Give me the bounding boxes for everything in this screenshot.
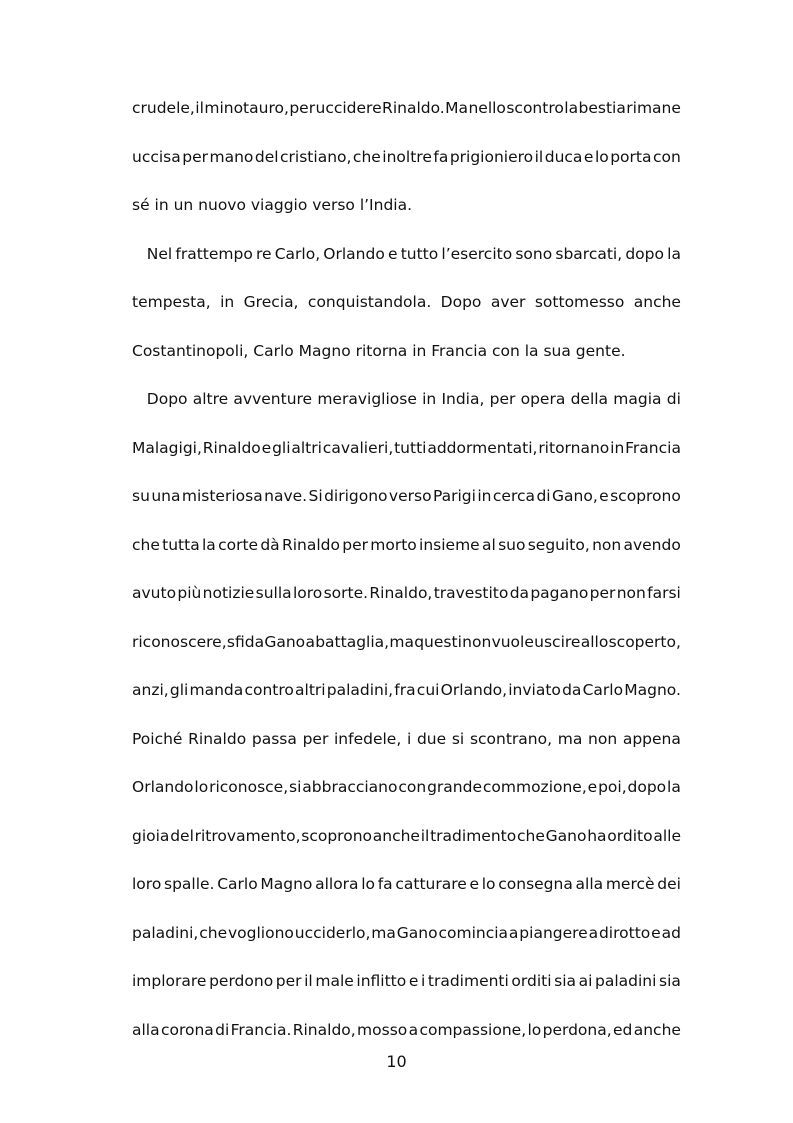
text-line — [132, 618, 681, 667]
word: che — [132, 535, 160, 554]
word: pagano — [530, 584, 589, 602]
word: passa — [251, 729, 297, 748]
word: Rinaldo, — [369, 584, 433, 602]
text-line — [132, 327, 681, 376]
word: Francia — [625, 438, 681, 457]
word: implorare — [132, 972, 207, 990]
word: del — [254, 147, 279, 166]
text-line — [132, 569, 681, 618]
word: altri — [291, 438, 322, 457]
word: bestia — [578, 99, 626, 117]
word: magia — [613, 390, 662, 408]
word: di — [666, 390, 681, 408]
word: aver — [490, 293, 526, 311]
word: Orlando — [132, 778, 194, 796]
word: allora — [315, 875, 359, 893]
word: allo — [580, 632, 609, 651]
word: loro — [132, 875, 162, 893]
word: suo — [498, 535, 526, 554]
word: non — [462, 632, 492, 651]
word: si — [451, 729, 465, 748]
word: i — [420, 972, 426, 990]
text-line — [132, 909, 681, 958]
word: per — [275, 972, 302, 990]
word: duca — [544, 147, 583, 166]
word: Carlo — [217, 875, 258, 893]
word: più — [177, 584, 202, 602]
word: sulla — [255, 584, 292, 602]
word: mano — [209, 147, 254, 166]
word: sbarcati, — [555, 244, 623, 263]
word: farsi — [647, 584, 681, 602]
word: dopo — [625, 244, 664, 263]
word: i — [406, 729, 412, 748]
word: in — [477, 487, 492, 505]
word: a — [305, 632, 315, 651]
word: Orlando — [323, 244, 385, 263]
word: India, — [441, 390, 485, 408]
word: avventure — [233, 390, 313, 408]
word: inviato — [508, 681, 561, 699]
word: per — [589, 584, 616, 602]
text-line-content: sé in un nuovo viaggio verso l’India. — [132, 196, 413, 214]
word: fra — [394, 681, 416, 699]
word: dirotto — [598, 923, 651, 942]
word: manda — [189, 681, 244, 699]
word: il — [420, 826, 430, 845]
word: Parigi — [432, 487, 476, 505]
word: alle — [653, 826, 681, 845]
word: tradimenti — [427, 972, 509, 990]
word: paladini, — [326, 681, 394, 699]
word: Gano, — [552, 487, 598, 505]
word: Rinaldo — [188, 729, 247, 748]
word: tutti — [394, 438, 427, 457]
word: mercè — [605, 875, 655, 893]
word: sono — [515, 244, 553, 263]
word: ad — [661, 923, 681, 942]
word: prigioniero — [449, 147, 534, 166]
word: misteriosa — [181, 487, 263, 505]
word: sia — [554, 972, 577, 990]
word: da — [562, 681, 582, 699]
word: per — [489, 390, 516, 408]
word: e — [408, 972, 419, 990]
word: seguito, — [527, 535, 590, 554]
word: e — [469, 875, 480, 893]
word: anche — [633, 1020, 681, 1039]
word: sottomesso — [534, 293, 625, 311]
word: Si — [308, 487, 323, 505]
word: a — [508, 923, 519, 942]
word: scoperto, — [608, 632, 681, 651]
word: tutto — [400, 244, 439, 263]
word: ma — [557, 729, 583, 748]
word: e — [587, 778, 598, 796]
text-line — [132, 957, 681, 1006]
word: ma — [389, 632, 414, 651]
word: questi — [414, 632, 462, 651]
word: lo — [481, 875, 496, 893]
word: vuole — [491, 632, 534, 651]
word: che — [352, 147, 381, 166]
word: Magno. — [624, 681, 681, 699]
word: vogliono — [228, 923, 294, 942]
word: inoltre — [382, 147, 432, 166]
word: di — [536, 487, 551, 505]
word: conquistandola. — [307, 293, 432, 311]
word: rimane — [626, 99, 681, 117]
text-line — [132, 860, 681, 909]
word: in — [610, 438, 625, 457]
word: inflitto — [356, 972, 407, 990]
word: cristiano, — [280, 147, 352, 166]
word: notizie — [202, 584, 255, 602]
word: gioia — [132, 826, 170, 845]
word: scontro — [506, 99, 564, 117]
text-line — [132, 763, 681, 812]
word: nave. — [264, 487, 308, 505]
word: gli — [272, 438, 291, 457]
word: alla — [132, 1020, 160, 1039]
word: nello — [468, 99, 506, 117]
text-line — [132, 812, 681, 861]
word: su — [132, 487, 150, 505]
word: addormentati, — [427, 438, 538, 457]
word: scoprono — [610, 487, 681, 505]
word: lo — [361, 875, 376, 893]
word: perdono — [209, 972, 274, 990]
word: insieme — [419, 535, 480, 554]
word: Dopo — [132, 390, 188, 408]
word: da — [509, 584, 530, 602]
word: ha — [587, 826, 607, 845]
word: e — [599, 487, 609, 505]
word: lo — [594, 147, 609, 166]
word: ordito — [607, 826, 653, 845]
word: la — [667, 244, 681, 263]
word: battaglia, — [315, 632, 390, 651]
word: loro — [292, 584, 323, 602]
word: travestito — [433, 584, 509, 602]
word: commozione, — [482, 778, 587, 796]
word: meravigliose — [317, 390, 417, 408]
word: non — [592, 535, 622, 554]
word: Ma — [445, 99, 469, 117]
word: lo — [527, 1020, 542, 1039]
word: ucciderlo, — [294, 923, 371, 942]
word: sorte. — [323, 584, 369, 602]
word: di — [215, 1020, 230, 1039]
word: tradimento — [430, 826, 517, 845]
word: riconosce, — [209, 778, 289, 796]
word: re — [255, 244, 272, 263]
word: e — [261, 438, 272, 457]
word: consegna — [498, 875, 573, 893]
word: paladini — [595, 972, 657, 990]
word: non — [616, 584, 646, 602]
text-line-content: Costantinopoli, Carlo Magno ritorna in Francia con la sua gente. — [132, 341, 626, 360]
word: che — [516, 826, 545, 845]
word: una — [151, 487, 181, 505]
word: il — [534, 147, 544, 166]
word: spalle. — [164, 875, 215, 893]
word: ed — [613, 1020, 633, 1039]
text-line — [132, 715, 681, 764]
text-line — [132, 375, 681, 424]
word: a — [588, 923, 599, 942]
word: anzi, — [132, 681, 169, 699]
word: per — [302, 729, 329, 748]
text-line — [132, 278, 681, 327]
word: contro — [244, 681, 294, 699]
word: Malagigi, — [132, 438, 202, 457]
word: crudele, — [132, 99, 195, 117]
word: paladini, — [132, 923, 199, 942]
word: poi, — [598, 778, 627, 796]
word: per — [342, 535, 368, 554]
word: sia — [659, 972, 681, 990]
word: Gano — [396, 923, 438, 942]
word: male — [315, 972, 354, 990]
word: Rinaldo — [202, 438, 261, 457]
word: corona — [160, 1020, 214, 1039]
word: gli — [169, 681, 189, 699]
word: verso — [388, 487, 432, 505]
word: il — [195, 99, 204, 117]
word: compassione, — [419, 1020, 527, 1039]
word: cui — [416, 681, 440, 699]
word: anche — [372, 826, 420, 845]
word: ma — [371, 923, 396, 942]
word: scoprono — [301, 826, 373, 845]
text-line — [132, 84, 681, 133]
word: catturare — [395, 875, 467, 893]
word: uccisa — [132, 147, 181, 166]
word: la — [201, 535, 216, 554]
word: per — [289, 99, 316, 117]
word: Carlo, — [274, 244, 321, 263]
word: mosso — [357, 1020, 408, 1039]
word: ai — [578, 972, 593, 990]
text-line — [132, 230, 681, 279]
word: Gano — [545, 826, 587, 845]
word: con — [652, 147, 681, 166]
word: Carlo — [582, 681, 624, 699]
word: uscire — [534, 632, 581, 651]
word: Rinaldo. — [382, 99, 445, 117]
word: lo — [194, 778, 209, 796]
word: il — [304, 972, 313, 990]
word: e — [387, 244, 398, 263]
word: avendo — [623, 535, 681, 554]
text-line — [132, 666, 681, 715]
word: e — [651, 923, 661, 942]
word: piangere — [519, 923, 588, 942]
word: non — [588, 729, 618, 748]
word: anche — [633, 293, 681, 311]
word: scontrano, — [469, 729, 553, 748]
word: la — [667, 778, 681, 796]
word: del — [170, 826, 194, 845]
word: comincia — [438, 923, 509, 942]
word: morto — [370, 535, 417, 554]
word: al — [481, 535, 496, 554]
word: uccidere — [315, 99, 382, 117]
word: cerca — [492, 487, 536, 505]
word: che — [199, 923, 228, 942]
word: alla — [575, 875, 604, 893]
word: infedele, — [334, 729, 402, 748]
text-line — [132, 424, 681, 473]
word: dà — [260, 535, 280, 554]
word: perdona, — [542, 1020, 612, 1039]
text-line — [132, 133, 681, 182]
word: Gano — [264, 632, 306, 651]
word: fa — [377, 875, 393, 893]
word: in — [220, 293, 235, 311]
word: Rinaldo — [281, 535, 340, 554]
body-text — [132, 84, 681, 1054]
word: sfida — [226, 632, 265, 651]
word: opera — [520, 390, 566, 408]
word: avuto — [132, 584, 177, 602]
word: e — [583, 147, 594, 166]
word: Dopo — [440, 293, 482, 311]
word: Nel — [132, 244, 173, 263]
word: porta — [610, 147, 652, 166]
word: a — [408, 1020, 419, 1039]
word: ritrovamento, — [194, 826, 301, 845]
word: fa — [433, 147, 449, 166]
word: Magno — [260, 875, 313, 893]
word: dirigono — [324, 487, 388, 505]
word: si — [289, 778, 302, 796]
page-number: 10 — [386, 1052, 407, 1071]
word: ritornano — [538, 438, 610, 457]
word: altre — [192, 390, 229, 408]
text-line — [132, 181, 681, 230]
word: Poiché — [132, 729, 183, 748]
word: orditi — [511, 972, 552, 990]
word: con — [398, 778, 427, 796]
word: grande — [427, 778, 482, 796]
word: Rinaldo, — [292, 1020, 356, 1039]
word: dei — [657, 875, 681, 893]
word: in — [422, 390, 437, 408]
word: dopo — [627, 778, 667, 796]
word: frattempo — [175, 244, 253, 263]
word: tempesta, — [132, 293, 211, 311]
word: cavalieri, — [322, 438, 394, 457]
word: due — [416, 729, 447, 748]
word: per — [182, 147, 208, 166]
word: abbracciano — [302, 778, 398, 796]
word: appena — [622, 729, 681, 748]
word: tutta — [162, 535, 200, 554]
word: Orlando, — [440, 681, 508, 699]
word: Grecia, — [243, 293, 299, 311]
word: l’esercito — [441, 244, 513, 263]
word: Francia. — [230, 1020, 292, 1039]
word: della — [570, 390, 609, 408]
word: altri — [295, 681, 326, 699]
word: la — [564, 99, 579, 117]
word: minotauro, — [204, 99, 289, 117]
word: corte — [218, 535, 259, 554]
text-line — [132, 1006, 681, 1055]
text-line — [132, 521, 681, 570]
word: riconoscere, — [132, 632, 227, 651]
text-line — [132, 472, 681, 521]
